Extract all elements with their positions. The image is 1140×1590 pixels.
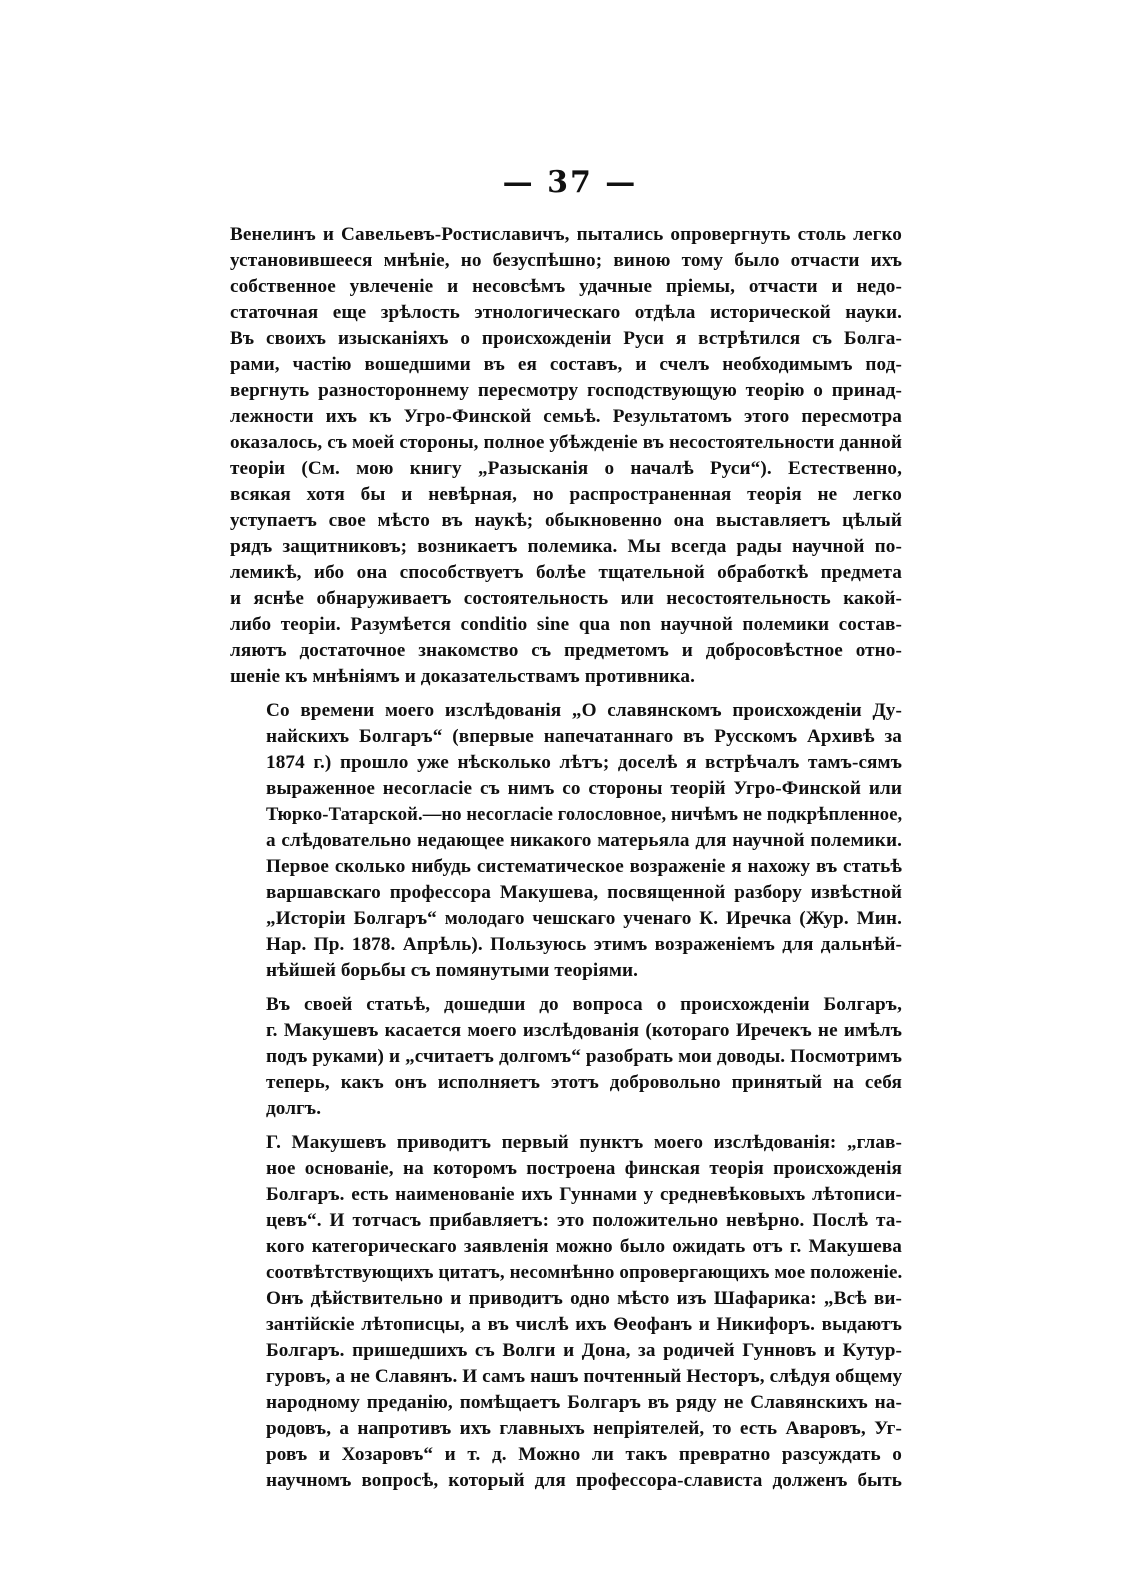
text-line: Болгаръ. есть наименованіе ихъ Гуннами у средневѣковыхъ лѣтописи- — [266, 1184, 902, 1205]
text-line: цевъ“. И тотчасъ прибавляетъ: это положительно невѣрно. Послѣ та- — [266, 1210, 902, 1231]
text-line: лежности ихъ къ Угро-Финской семьѣ. Результатомъ этого пересмотра — [230, 406, 902, 427]
text-line: лемикѣ, ибо она способствуетъ болѣе тщательной обработкѣ предмета — [230, 562, 902, 583]
text-line: Первое сколько нибудь систематическое возраженіе я нахожу въ статьѣ — [266, 856, 902, 877]
text-line: шеніе къ мнѣніямъ и доказательствамъ противника. — [230, 666, 696, 687]
paragraph-4 — [230, 1130, 902, 1494]
text-line: ляютъ достаточное знакомство съ предметомъ и добросовѣстное отно- — [230, 640, 902, 661]
text-line: долгъ. — [266, 1098, 322, 1119]
page-number: — 37 — — [502, 165, 638, 200]
text-line: Г. Макушевъ приводитъ первый пунктъ моего изслѣдованія: „глав- — [266, 1132, 902, 1153]
text-line: „Исторіи Болгаръ“ молодаго чешскаго ученаго К. Иречка (Жур. Мин. — [266, 908, 902, 929]
text-line: Въ своихъ изысканіяхъ о происхожденіи Руси я встрѣтился съ Болга- — [230, 328, 902, 349]
body-text — [230, 222, 902, 1502]
text-line: соотвѣтствующихъ цитатъ, несомнѣнно опровергающихъ мое положеніе. — [266, 1262, 903, 1283]
text-line: гуровъ, а не Славянъ. И самъ нашъ почтенный Несторъ, слѣдуя общему — [266, 1366, 903, 1387]
text-line: Нар. Пр. 1878. Апрѣль). Пользуюсь этимъ возраженіемъ для дальнѣй- — [266, 934, 902, 955]
text-line: Тюрко-Татарской.—но несогласіе голословное, ничѣмъ не подкрѣпленное, — [266, 804, 903, 825]
text-line: уступаетъ свое мѣсто въ наукѣ; обыкновенно она выставляетъ цѣлый — [230, 510, 902, 531]
text-line: а слѣдовательно недающее никакого матерьяла для научной полемики. — [266, 830, 902, 851]
text-line: собственное увлеченіе и несовсѣмъ удачные пріемы, отчасти и недо- — [230, 276, 902, 297]
paragraph-2 — [230, 698, 902, 984]
text-line: Въ своей статьѣ, дошедши до вопроса о происхожденіи Болгаръ, — [266, 994, 902, 1015]
text-line: родовъ, а напротивъ ихъ главныхъ непріятелей, то есть Аваровъ, Уг- — [266, 1418, 902, 1439]
text-line: и яснѣе обнаруживаетъ состоятельность или несостоятельность какой- — [230, 588, 902, 609]
text-line: теперь, какъ онъ исполняетъ этотъ добровольно принятый на себя — [266, 1072, 902, 1093]
text-line: статочная еще зрѣлость этнологическаго отдѣла исторической науки. — [230, 302, 902, 323]
text-line: вергнуть разностороннему пересмотру господствующую теорію о принад- — [230, 380, 902, 401]
text-line: научномъ вопросѣ, который для профессора-слависта долженъ быть — [266, 1470, 902, 1491]
text-line: нѣйшей борьбы съ помянутыми теоріями. — [266, 960, 639, 981]
text-line: выраженное несогласіе съ нимъ со стороны теорій Угро-Финской или — [266, 778, 902, 799]
text-line: народному преданію, помѣщаетъ Болгаръ въ ряду не Славянскихъ на- — [266, 1392, 902, 1413]
text-line: оказалось, съ моей стороны, полное убѣжденіе въ несостоятельности данной — [230, 432, 902, 453]
text-line: рядъ защитниковъ; возникаетъ полемика. Мы всегда рады научной по- — [230, 536, 902, 557]
text-line: найскихъ Болгаръ“ (впервые напечатаннаго въ Русскомъ Архивѣ за — [266, 726, 902, 747]
text-line: зантійскіе лѣтописцы, а въ числѣ ихъ Ѳеофанъ и Никифоръ. выдаютъ — [266, 1314, 902, 1335]
text-line: всякая хотя бы и невѣрная, но распространенная теорія не легко — [230, 484, 902, 505]
text-line: Венелинъ и Савельевъ-Ростиславичъ, пытались опровергнуть столь легко — [230, 224, 902, 245]
text-line: варшавскаго профессора Макушева, посвященной разбору извѣстной — [266, 882, 902, 903]
text-line: Онъ дѣйствительно и приводитъ одно мѣсто изъ Шафарика: „Всѣ ви- — [266, 1288, 902, 1309]
text-line: либо теоріи. Разумѣется conditio sine qua non научной полемики состав- — [230, 614, 902, 635]
text-line: подъ руками) и „считаетъ долгомъ“ разобрать мои доводы. Посмотримъ — [266, 1046, 902, 1067]
text-line: г. Макушевъ касается моего изслѣдованія (котораго Иречекъ не имѣлъ — [266, 1020, 902, 1041]
text-line: ное основаніе, на которомъ построена финская теорія происхожденія — [266, 1158, 902, 1179]
text-line: ровъ и Хозаровъ“ и т. д. Можно ли такъ превратно разсуждать о — [266, 1444, 902, 1465]
text-line: установившееся мнѣніе, но безуспѣшно; виною тому было отчасти ихъ — [230, 250, 902, 271]
paragraph-3 — [230, 992, 902, 1122]
text-line: рами, частію вошедшими въ ея составъ, и счелъ необходимымъ под- — [230, 354, 902, 375]
text-line: Со времени моего изслѣдованія „О славянскомъ происхожденіи Ду- — [266, 700, 902, 721]
text-line: теоріи (См. мою книгу „Разысканія о началѣ Руси“). Естественно, — [230, 458, 902, 479]
text-line: кого категорическаго заявленія можно было ожидать отъ г. Макушева — [266, 1236, 902, 1257]
paragraph-1 — [230, 222, 902, 690]
text-line: Болгаръ. пришедшихъ съ Волги и Дона, за родичей Гунновъ и Кутур- — [266, 1340, 902, 1361]
text-line: 1874 г.) прошло уже нѣсколько лѣтъ; доселѣ я встрѣчалъ тамъ-сямъ — [266, 752, 902, 773]
